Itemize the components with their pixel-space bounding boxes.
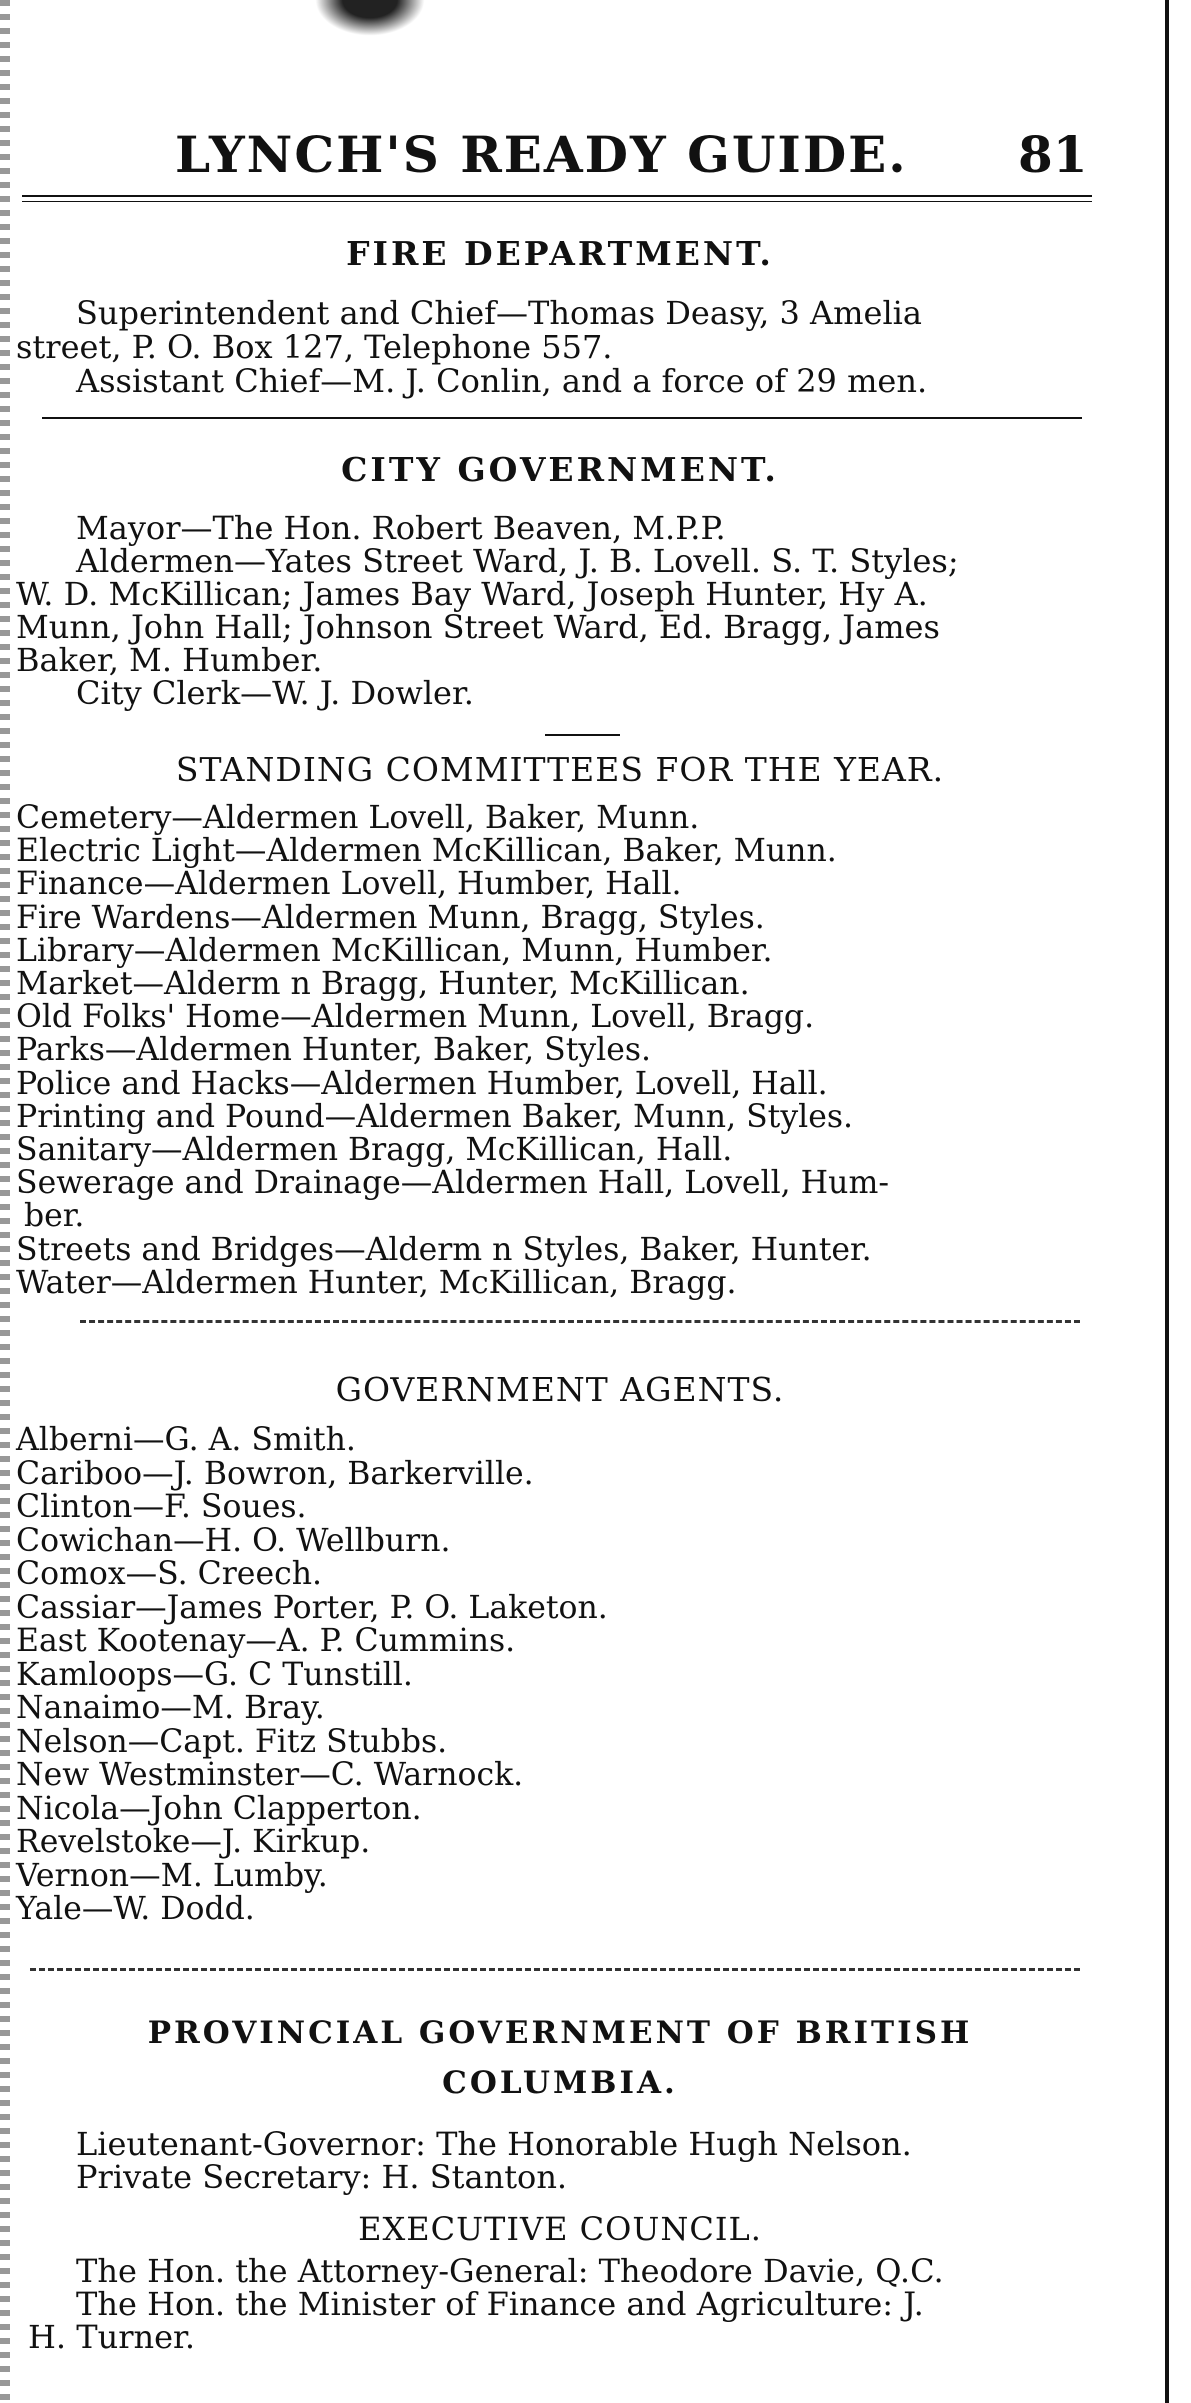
agent-item: New Westminster—C. Warnock. — [16, 1757, 524, 1793]
page-number: 81 — [1018, 125, 1088, 184]
agent-item: Vernon—M. Lumby. — [16, 1857, 328, 1894]
agent-item: Comox—S. Creech. — [16, 1556, 323, 1592]
executive-council-text — [16, 2252, 1086, 2356]
provincial-line: Lieutenant-Governor: The Honorable Hugh Nelson. — [76, 2125, 912, 2163]
fire-department-text — [16, 296, 1086, 398]
agent-item: Kamloops—G. C Tunstill. — [16, 1656, 413, 1693]
provincial-government-text — [16, 2125, 1086, 2196]
section-rule — [80, 1320, 1080, 1323]
section-rule — [42, 417, 1082, 419]
city-government-text — [16, 509, 1086, 712]
executive-council-line: The Hon. the Attorney-General: Theodore Davie, Q.C. — [76, 2252, 944, 2290]
header-rule-thin — [22, 201, 1092, 202]
short-rule — [545, 734, 620, 736]
city-government-line: Munn, John Hall; Johnson Street Ward, Ed. Bragg, James — [16, 608, 940, 646]
agent-item: Nicola—John Clapperton. — [16, 1790, 422, 1827]
executive-council-line: H. Turner. — [28, 2318, 195, 2356]
committee-item: Streets and Bridges—Alderm n Styles, Baker, Hunter. — [16, 1231, 872, 1268]
agent-item: Nelson—Capt. Fitz Stubbs. — [16, 1723, 448, 1760]
provincial-line: Private Secretary: H. Stanton. — [76, 2158, 568, 2196]
agent-item: Cassiar—James Porter, P. O. Laketon. — [16, 1589, 608, 1626]
section-rule — [30, 1968, 1080, 1971]
committee-item: Electric Light—Aldermen McKillican, Baker, Munn. — [16, 833, 837, 870]
committee-item: ber. — [24, 1198, 85, 1235]
committee-item: Sewerage and Drainage—Aldermen Hall, Lovell, Hum- — [16, 1165, 889, 1202]
city-government-heading: CITY GOVERNMENT. — [341, 450, 779, 489]
government-agents-list — [16, 1424, 1086, 1927]
committee-item: Fire Wardens—Aldermen Munn, Bragg, Styles. — [16, 899, 765, 936]
agent-item: Clinton—F. Soues. — [16, 1489, 307, 1525]
header-rule — [22, 195, 1092, 197]
committee-item: Old Folks' Home—Aldermen Munn, Lovell, Bragg. — [16, 999, 815, 1036]
city-government-line: Baker, M. Humber. — [16, 641, 323, 679]
executive-council-line: The Hon. the Minister of Finance and Agriculture: J. — [76, 2285, 924, 2323]
provincial-government-heading-cont: COLUMBIA. — [442, 2065, 678, 2101]
agent-item: Yale—W. Dodd. — [16, 1891, 255, 1927]
government-agents-heading: GOVERNMENT AGENTS. — [335, 1370, 785, 1409]
running-header-title: LYNCH'S READY GUIDE. — [175, 125, 908, 184]
fire-department-line: Assistant Chief—M. J. Conlin, and a force of 29 men. — [76, 362, 928, 400]
city-government-line: Aldermen—Yates Street Ward, J. B. Lovell. S. T. Styles; — [76, 542, 959, 580]
agent-item: Alberni—G. A. Smith. — [16, 1422, 356, 1458]
city-government-line: Mayor—The Hon. Robert Beaven, M.P.P. — [76, 509, 726, 547]
agent-item: Nanaimo—M. Bray. — [16, 1690, 325, 1726]
standing-committees-list — [16, 802, 1086, 1300]
city-government-line: City Clerk—W. J. Dowler. — [76, 674, 474, 712]
committee-item: Police and Hacks—Aldermen Humber, Lovell, Hall. — [16, 1065, 828, 1102]
committee-item: Finance—Aldermen Lovell, Humber, Hall. — [16, 866, 682, 903]
fire-department-heading: FIRE DEPARTMENT. — [346, 234, 774, 273]
provincial-government-heading: PROVINCIAL GOVERNMENT OF BRITISH — [147, 2015, 973, 2051]
agent-item: Cariboo—J. Bowron, Barkerville. — [16, 1455, 534, 1492]
committee-item: Parks—Aldermen Hunter, Baker, Styles. — [16, 1032, 652, 1069]
committee-item: Printing and Pound—Aldermen Baker, Munn, Styles. — [16, 1098, 854, 1135]
committee-item: Cemetery—Aldermen Lovell, Baker, Munn. — [16, 800, 700, 836]
standing-committees-heading: STANDING COMMITTEES FOR THE YEAR. — [175, 750, 945, 789]
committee-item: Water—Aldermen Hunter, McKillican, Bragg. — [16, 1264, 737, 1301]
agent-item: Cowichan—H. O. Wellburn. — [16, 1522, 451, 1559]
city-government-line: W. D. McKillican; James Bay Ward, Joseph Hunter, Hy A. — [16, 575, 928, 613]
fire-department-line: Superintendent and Chief—Thomas Deasy, 3 Amelia — [76, 294, 922, 332]
fire-department-line: street, P. O. Box 127, Telephone 557. — [16, 328, 613, 366]
agent-item: Revelstoke—J. Kirkup. — [16, 1824, 371, 1860]
committee-item: Sanitary—Aldermen Bragg, McKillican, Hall. — [16, 1132, 733, 1169]
agent-item: East Kootenay—A. P. Cummins. — [16, 1623, 516, 1659]
committee-item: Market—Alderm n Bragg, Hunter, McKillican. — [16, 966, 750, 1003]
executive-council-heading: EXECUTIVE COUNCIL. — [358, 2210, 762, 2248]
committee-item: Library—Aldermen McKillican, Munn, Humber. — [16, 932, 773, 969]
